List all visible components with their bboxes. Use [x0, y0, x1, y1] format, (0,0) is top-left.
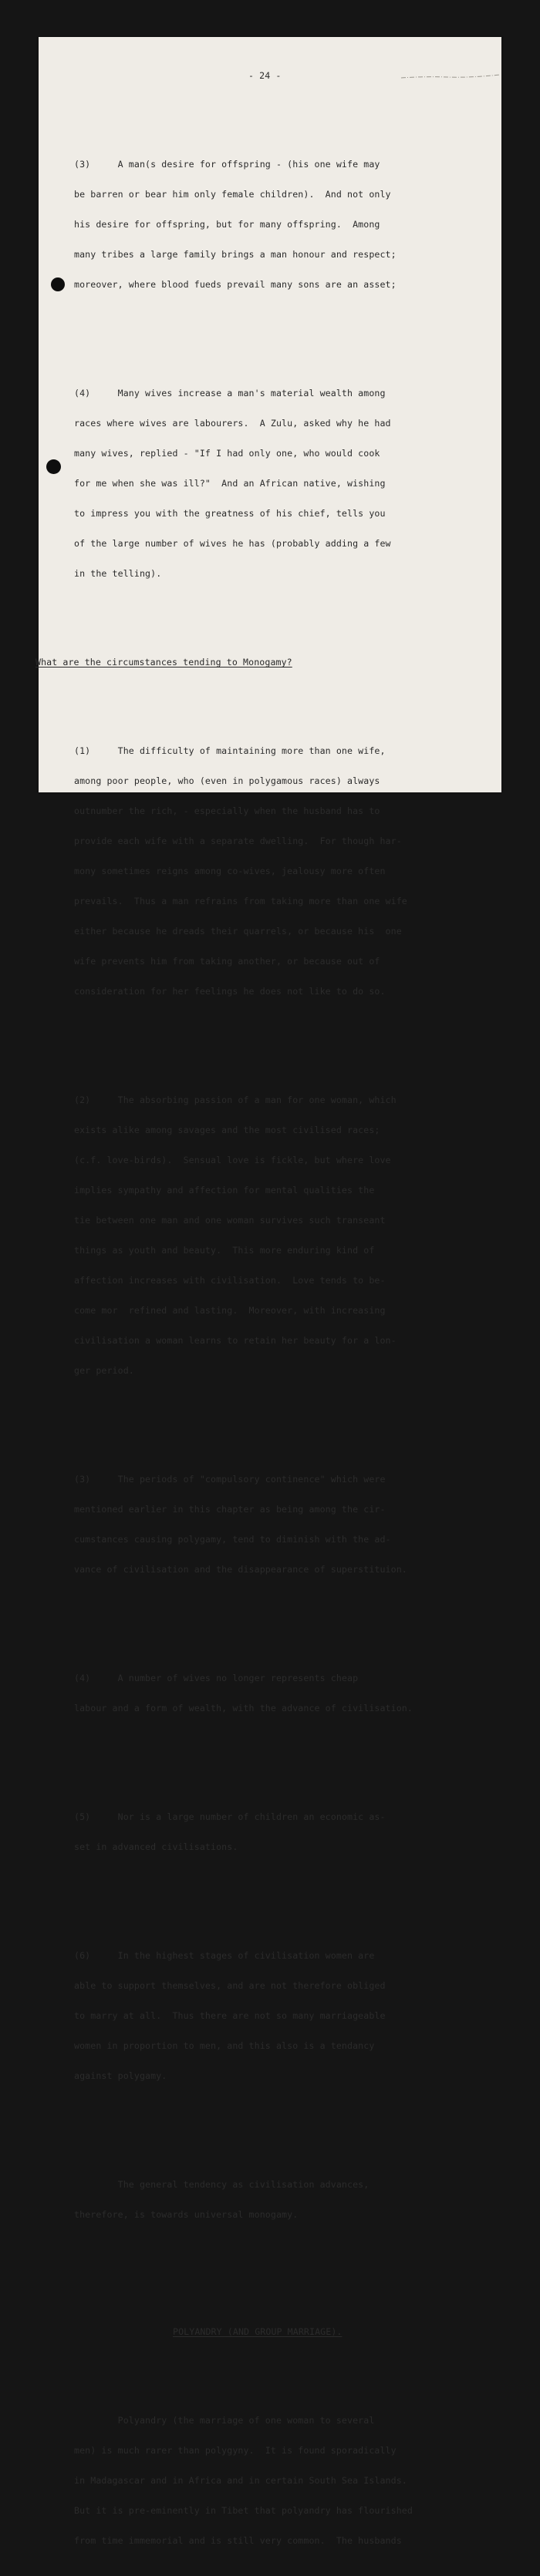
paragraph-monogamy-3 — [74, 1454, 483, 1595]
text-line: vance of civilisation and the disappearance of superstituion. — [74, 1564, 407, 1575]
text-line: cumstances causing polygamy, tend to diminish with the ad- — [74, 1534, 391, 1545]
text-line: from time immemorial and is still very common. The husbands — [74, 2535, 402, 2546]
text-line: many wives, replied - "If I had only one, who would cook — [74, 448, 380, 459]
text-line: either because he dreads their quarrels, or because his one — [74, 926, 402, 937]
text-line: women in proportion to men, and this also is a tendancy — [74, 2040, 375, 2051]
text-line: consideration for her feelings he does not like to do so. — [74, 986, 386, 997]
text-line: Polyandry (the marriage of one woman to several — [74, 2415, 375, 2426]
punch-hole-bottom — [46, 459, 61, 474]
paragraph-monogamy-2 — [74, 1075, 483, 1396]
text-line: (4) A number of wives no longer represents cheap — [74, 1673, 359, 1683]
text-line: implies sympathy and affection for mental qualities the — [74, 1185, 375, 1196]
text-line: (3) A man(s desire for offspring - (his one wife may — [74, 159, 380, 170]
paragraph-polyandry — [74, 2396, 483, 2566]
text-line: in Madagascar and in Africa and in certain South Sea Islands. — [74, 2475, 407, 2486]
text-line: ger period. — [74, 1365, 134, 1376]
punch-hole-top — [51, 277, 65, 291]
text-line: But it is pre-eminently in Tibet that polyandry has flourished — [74, 2505, 413, 2516]
text-line: against polygamy. — [74, 2070, 167, 2081]
text-line: his desire for offspring, but for many offspring. Among — [74, 219, 380, 230]
paragraph-reason-3 — [74, 140, 483, 310]
text-line: (1) The difficulty of maintaining more than one wife, — [74, 745, 386, 756]
paragraph-reason-4 — [74, 368, 483, 599]
text-line: prevails. Thus a man refrains from taking more than one wife — [74, 896, 407, 906]
paragraph-monogamy-1 — [74, 726, 483, 1017]
text-line: in the telling). — [74, 568, 162, 579]
text-line: civilisation a woman learns to retain her beauty for a lon- — [74, 1335, 397, 1346]
text-line: (4) Many wives increase a man's material wealth among — [74, 388, 386, 399]
text-line: moreover, where blood fueds prevail many sons are an asset; — [74, 279, 397, 290]
typed-text — [35, 51, 483, 2576]
text-line: of the large number of wives he has (probably adding a few — [74, 538, 391, 549]
heading-monogamy: What are the circumstances tending to Monogamy? — [35, 657, 292, 668]
text-line: (5) Nor is a large number of children an economic as- — [74, 1811, 386, 1822]
text-line: men) is much rarer than polygyny. It is found sporadically — [74, 2445, 397, 2456]
paragraph-monogamy-4 — [74, 1653, 483, 1734]
text-line: races where wives are labourers. A Zulu, asked why he had — [74, 418, 391, 429]
text-line: exists alike among savages and the most civilised races; — [74, 1125, 380, 1135]
text-line: come mor refined and lasting. Moreover, with increasing — [74, 1305, 386, 1316]
text-line: outnumber the rich, - especially when the husband has to — [74, 805, 380, 816]
paragraph-monogamy-5 — [74, 1792, 483, 1872]
text-line: be barren or bear him only female children). And not only — [74, 189, 391, 200]
page-number: - 24 - — [248, 70, 282, 81]
text-line: set in advanced civilisations. — [74, 1841, 238, 1852]
text-line: wife prevents him from taking another, or because out of — [74, 956, 380, 967]
text-line: affection increases with civilisation. Love tends to be- — [74, 1275, 386, 1286]
heading-polyandry: POLYANDRY (AND GROUP MARRIAGE). — [173, 2326, 343, 2337]
text-line: mony sometimes reigns among co-wives, jealousy more often — [74, 866, 386, 876]
text-line: (2) The absorbing passion of a man for one woman, which — [74, 1095, 397, 1105]
text-line: tie between one man and one woman survives such transeant — [74, 1215, 386, 1226]
text-line: to marry at all. Thus there are not so many marriageable — [74, 2010, 386, 2021]
text-line: provide each wife with a separate dwelling. For though har- — [74, 836, 402, 846]
text-line: labour and a form of wealth, with the advance of civilisation. — [74, 1703, 413, 1713]
paragraph-monogamy-conclusion — [74, 2160, 483, 2240]
text-line: mentioned earlier in this chapter as being among the cir- — [74, 1504, 386, 1515]
text-line: among poor people, who (even in polygamous races) always — [74, 775, 380, 786]
text-line: to impress you with the greatness of his chief, tells you — [74, 508, 386, 519]
text-line: therefore, is towards universal monogamy. — [74, 2209, 299, 2220]
text-line: for me when she was ill?" And an African native, wishing — [74, 478, 386, 489]
text-line: many tribes a large family brings a man honour and respect; — [74, 249, 397, 260]
paragraph-monogamy-6 — [74, 1931, 483, 2101]
text-line: things as youth and beauty. This more enduring kind of — [74, 1245, 375, 1256]
text-line: (6) In the highest stages of civilisation women are — [74, 1950, 375, 1961]
text-line: The general tendency as civilisation advances, — [74, 2179, 370, 2190]
text-line: able to support themselves, and are not therefore obliged — [74, 1980, 386, 1991]
text-line: (3) The periods of "compulsory continence" which were — [74, 1474, 386, 1485]
text-line: (c.f. love-birds). Sensual love is fickle, but where love — [74, 1155, 391, 1165]
